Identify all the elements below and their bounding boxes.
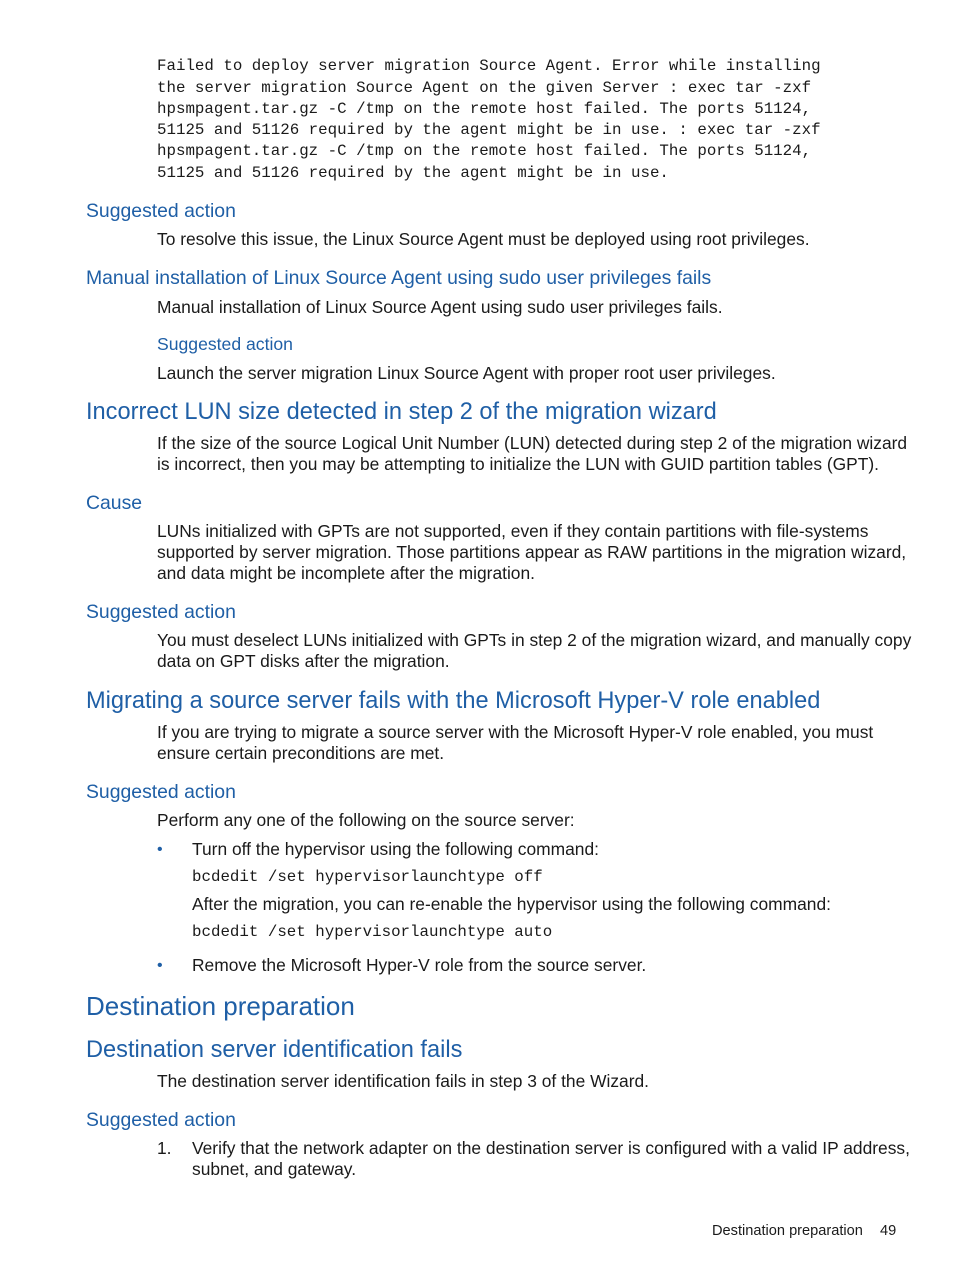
paragraph-line: data on GPT disks after the migration. <box>157 651 450 671</box>
suggested-action-subheading: Suggested action <box>157 334 293 354</box>
section-heading-destination-identification: Destination server identification fails <box>86 1037 463 1063</box>
paragraph: Perform any one of the following on the source server: <box>157 810 575 830</box>
code-line: the server migration Source Agent on the given Server : exec tar -zxf <box>157 79 812 97</box>
suggested-action-heading: Suggested action <box>86 601 236 623</box>
paragraph-line: If the size of the source Logical Unit Number (LUN) detected during step 2 of the migration wizard <box>157 433 908 453</box>
suggested-action-heading: Suggested action <box>86 781 236 803</box>
command-code: bcdedit /set hypervisorlaunchtype off <box>192 868 543 886</box>
list-item-line: Verify that the network adapter on the destination server is configured with a valid IP address, <box>192 1138 910 1158</box>
bullet-icon: • <box>157 957 163 974</box>
paragraph: The destination server identification fails in step 3 of the Wizard. <box>157 1071 650 1091</box>
section-heading-sudo-install: Manual installation of Linux Source Agent using sudo user privileges fails <box>86 267 712 289</box>
list-item: Remove the Microsoft Hyper-V role from the source server. <box>192 955 647 975</box>
section-heading-lun-size: Incorrect LUN size detected in step 2 of the migration wizard <box>86 399 717 425</box>
command-code: bcdedit /set hypervisorlaunchtype auto <box>192 923 553 941</box>
code-line: 51125 and 51126 required by the agent might be in use. <box>157 164 669 182</box>
list-item-line: subnet, and gateway. <box>192 1159 357 1179</box>
code-line: 51125 and 51126 required by the agent might be in use. : exec tar -zxf <box>157 121 821 139</box>
section-heading-hyper-v: Migrating a source server fails with the Microsoft Hyper-V role enabled <box>86 688 821 714</box>
paragraph: To resolve this issue, the Linux Source Agent must be deployed using root privileges. <box>157 229 810 249</box>
paragraph-line: supported by server migration. Those partitions appear as RAW partitions in the migration wizard, <box>157 542 907 562</box>
cause-heading: Cause <box>86 492 143 514</box>
paragraph-line: If you are trying to migrate a source server with the Microsoft Hyper-V role enabled, you must <box>157 722 874 742</box>
code-line: hpsmpagent.tar.gz -C /tmp on the remote host failed. The ports 51124, <box>157 100 812 118</box>
page-number: 49 <box>880 1223 897 1239</box>
paragraph-line: ensure certain preconditions are met. <box>157 743 445 763</box>
paragraph-line: You must deselect LUNs initialized with GPTs in step 2 of the migration wizard, and manually copy <box>157 630 912 650</box>
paragraph-line: and data might be incomplete after the migration. <box>157 563 535 583</box>
list-item: Turn off the hypervisor using the following command: <box>192 839 599 859</box>
bullet-icon: • <box>157 841 163 858</box>
chapter-heading-destination-preparation: Destination preparation <box>86 991 355 1021</box>
code-line: hpsmpagent.tar.gz -C /tmp on the remote host failed. The ports 51124, <box>157 142 812 160</box>
code-line: Failed to deploy server migration Source Agent. Error while installing <box>157 57 821 75</box>
paragraph: After the migration, you can re-enable the hypervisor using the following command: <box>192 894 831 914</box>
list-number: 1. <box>157 1138 172 1158</box>
paragraph: Manual installation of Linux Source Agent using sudo user privileges fails. <box>157 297 723 317</box>
paragraph: Launch the server migration Linux Source Agent with proper root user privileges. <box>157 363 776 383</box>
suggested-action-heading: Suggested action <box>86 1109 236 1131</box>
paragraph-line: LUNs initialized with GPTs are not supported, even if they contain partitions with file-systems <box>157 521 869 541</box>
suggested-action-heading: Suggested action <box>86 200 236 222</box>
paragraph-line: is incorrect, then you may be attempting to initialize the LUN with GUID partition tables (GPT). <box>157 454 880 474</box>
footer-section-title: Destination preparation <box>712 1223 863 1239</box>
